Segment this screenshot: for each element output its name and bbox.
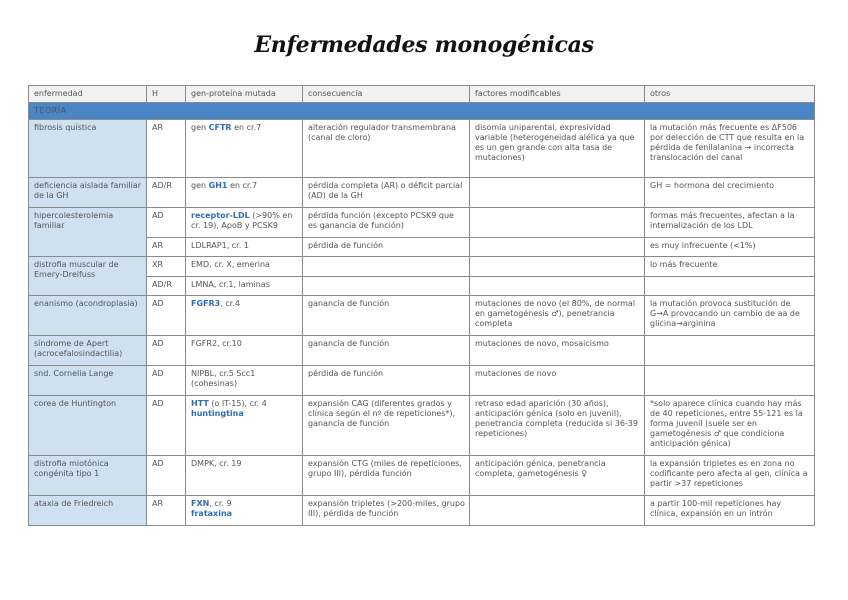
- disease-name: fibrosis quística: [29, 120, 147, 178]
- table-row: [29, 257, 815, 277]
- page-title: Enfermedades monogénicas: [254, 32, 594, 58]
- gene-cell: LDLRAP1, cr. 1: [186, 238, 303, 257]
- col-herencia: H: [147, 86, 186, 103]
- inheritance: AR: [147, 238, 186, 257]
- table-row: [29, 120, 815, 178]
- modifiers: [470, 208, 645, 238]
- inheritance: AR: [147, 496, 186, 526]
- col-gen: gen-proteína mutada: [186, 86, 303, 103]
- gene-text: , cr.4: [220, 299, 240, 308]
- consequence: expansión tripletes (>200-miles, grupo III), pérdida de función: [303, 496, 470, 526]
- consequence: ganancia de función: [303, 336, 470, 366]
- disease-name: ataxia de Friedreich: [29, 496, 147, 526]
- gene-cell: [186, 208, 303, 238]
- col-enfermedad: enfermedad: [29, 86, 147, 103]
- modifiers: [470, 257, 645, 277]
- gene-cell: [186, 296, 303, 336]
- disease-name: snd. Cornelia Lange: [29, 366, 147, 396]
- gene-cell: [186, 496, 303, 526]
- modifiers: [470, 277, 645, 296]
- col-consecuencia: consecuencia: [303, 86, 470, 103]
- gene-highlight: FXN: [191, 499, 210, 508]
- section-label: TEORÍA: [29, 103, 815, 120]
- table-row: [29, 456, 815, 496]
- gene-cell: [186, 178, 303, 208]
- consequence: [303, 277, 470, 296]
- modifiers: anticipación génica, penetrancia completa, gametogénesis ♀: [470, 456, 645, 496]
- consequence: pérdida de función: [303, 238, 470, 257]
- other-notes: GH = hormona del crecimiento: [645, 178, 815, 208]
- table-row: [29, 208, 815, 238]
- consequence: alteración regulador transmembrana (canal de cloro): [303, 120, 470, 178]
- disease-name: distrofia miotónica congénita tipo 1: [29, 456, 147, 496]
- protein-highlight: huntingtina: [191, 409, 244, 418]
- disease-name: síndrome de Apert (acrocefalosindactilia): [29, 336, 147, 366]
- gene-cell: LMNA, cr.1, laminas: [186, 277, 303, 296]
- gene-cell: NIPBL, cr.5 Scc1 (cohesinas): [186, 366, 303, 396]
- disease-name: distrofia muscular de Emery-Dreifuss: [29, 257, 147, 296]
- modifiers: mutaciones de novo: [470, 366, 645, 396]
- inheritance: AD: [147, 336, 186, 366]
- consequence: expansión CTG (miles de repeticiones, grupo III), pérdida función: [303, 456, 470, 496]
- gene-text: , cr. 9: [209, 499, 232, 508]
- other-notes: *solo aparece clínica cuando hay más de 40 repeticiones, entre 55-121 es la forma juvenil (suele ser en gametogénesis ♂ que condiciona anticipación génica): [645, 396, 815, 456]
- other-notes: es muy infrecuente (<1%): [645, 238, 815, 257]
- section-row: [29, 103, 815, 120]
- gene-text: gen: [191, 181, 209, 190]
- gene-cell: EMD, cr. X, emerina: [186, 257, 303, 277]
- table-row: [29, 178, 815, 208]
- gene-highlight: GH1: [208, 181, 228, 190]
- other-notes: lo más frecuente: [645, 257, 815, 277]
- table-row: [29, 366, 815, 396]
- inheritance: AD/R: [147, 277, 186, 296]
- modifiers: [470, 496, 645, 526]
- inheritance: AD: [147, 208, 186, 238]
- modifiers: [470, 178, 645, 208]
- gene-highlight: HTT: [191, 399, 209, 408]
- other-notes: [645, 366, 815, 396]
- table-row: [29, 296, 815, 336]
- table-row: [29, 496, 815, 526]
- consequence: pérdida completa (AR) o déficit parcial (AD) de la GH: [303, 178, 470, 208]
- inheritance: AD: [147, 296, 186, 336]
- gene-highlight: FGFR3: [191, 299, 221, 308]
- consequence: pérdida función (excepto PCSK9 que es ganancia de función): [303, 208, 470, 238]
- modifiers: disomía uniparental, expresividad variable (heterogeneidad alélica ya que es un gen grande con alta tasa de mutaciones): [470, 120, 645, 178]
- inheritance: AD: [147, 456, 186, 496]
- col-otros: otros: [645, 86, 815, 103]
- gene-text: (>90% en cr. 19), ApoB y PCSK9: [191, 211, 293, 230]
- table-row: [29, 277, 815, 296]
- other-notes: la mutación provoca sustitución de G→A provocando un cambio de aa de glicina→arginina: [645, 296, 815, 336]
- disease-name: corea de Huntington: [29, 396, 147, 456]
- modifiers: mutaciones de novo, mosaicismo: [470, 336, 645, 366]
- gene-cell: DMPK, cr. 19: [186, 456, 303, 496]
- gene-highlight: CFTR: [208, 123, 232, 132]
- header-row: [29, 86, 815, 103]
- gene-text: (o IT-15), cr. 4: [208, 399, 267, 408]
- modifiers: retraso edad aparición (30 años), anticipación génica (solo en juvenil), penetrancia completa (reducida si 36-39 repeticiones): [470, 396, 645, 456]
- inheritance: AD: [147, 396, 186, 456]
- table-row: [29, 238, 815, 257]
- other-notes: la expansión tripletes es en zona no codificante pero afecta al gen, clínica a partir >37 repeticiones: [645, 456, 815, 496]
- other-notes: [645, 277, 815, 296]
- other-notes: formas más frecuentes, afectan a la internalización de los LDL: [645, 208, 815, 238]
- gene-cell: [186, 396, 303, 456]
- inheritance: AR: [147, 120, 186, 178]
- disease-name: deficiencia aislada familiar de la GH: [29, 178, 147, 208]
- consequence: pérdida de función: [303, 366, 470, 396]
- gene-text: en cr.7: [231, 123, 262, 132]
- table-row: [29, 336, 815, 366]
- inheritance: XR: [147, 257, 186, 277]
- disease-table: [28, 85, 815, 526]
- gene-highlight: receptor-LDL: [191, 211, 250, 220]
- inheritance: AD: [147, 366, 186, 396]
- other-notes: [645, 336, 815, 366]
- gene-text: gen: [191, 123, 209, 132]
- gene-text: en cr.7: [227, 181, 258, 190]
- disease-name: hipercolesterolemia familiar: [29, 208, 147, 257]
- inheritance: AD/R: [147, 178, 186, 208]
- gene-cell: FGFR2, cr.10: [186, 336, 303, 366]
- table-row: [29, 396, 815, 456]
- consequence: expansión CAG (diferentes grados y clínica según el nº de repeticiones*), ganancia de función: [303, 396, 470, 456]
- disease-name: enanismo (acondroplasia): [29, 296, 147, 336]
- modifiers: mutaciones de novo (el 80%, de normal en gametogénesis ♂), penetrancia completa: [470, 296, 645, 336]
- modifiers: [470, 238, 645, 257]
- protein-highlight: frataxina: [191, 509, 233, 518]
- gene-cell: [186, 120, 303, 178]
- consequence: ganancia de función: [303, 296, 470, 336]
- other-notes: a partir 100-mil repeticiones hay clínica, expansión en un intrón: [645, 496, 815, 526]
- other-notes: la mutación más frecuente es ΔF506 por delección de CTT que resulta en la pérdida de fenilalanina → incorrecta translocación del canal: [645, 120, 815, 178]
- col-factores: factores modificables: [470, 86, 645, 103]
- consequence: [303, 257, 470, 277]
